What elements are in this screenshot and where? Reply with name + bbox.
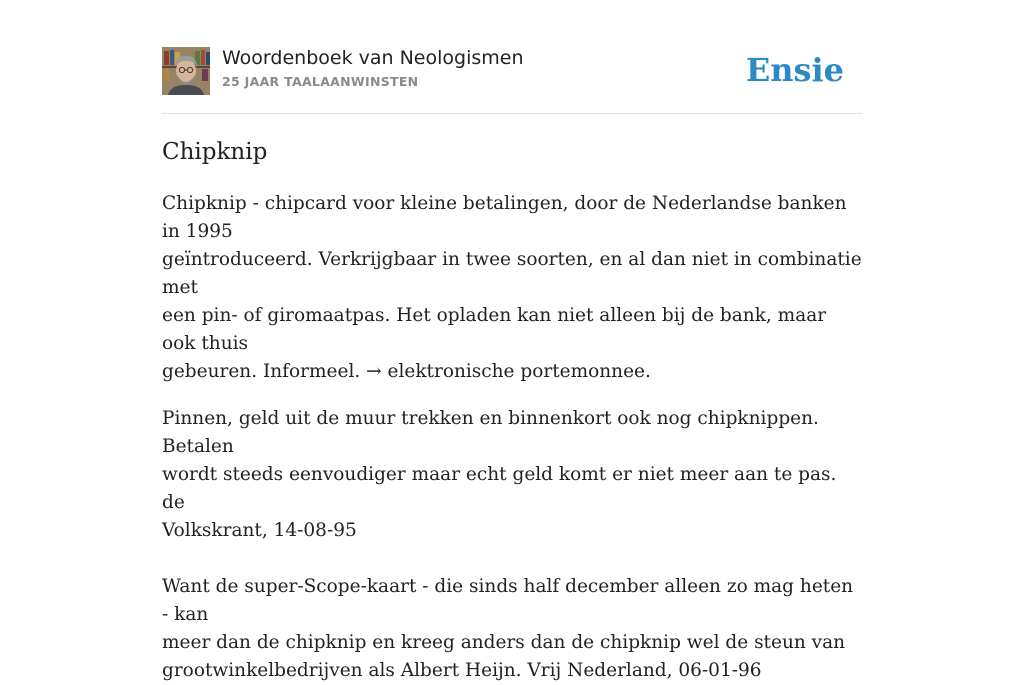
header-divider xyxy=(162,113,862,114)
brand-logo[interactable]: Ensie xyxy=(745,51,844,89)
site-header xyxy=(162,46,862,96)
author-portrait-icon xyxy=(162,47,210,95)
site-title[interactable]: Woordenboek van Neologismen xyxy=(222,47,524,69)
entry-article xyxy=(162,136,862,685)
entry-quote: Want de super-Scope-kaart - die sinds half december alleen zo mag heten - kan meer dan de chipknip en kreeg anders dan de chipknip wel de steun van grootwinkelbedrijven als Albert Heijn. Vrij Nederland, 06-01-96 xyxy=(162,576,854,681)
entry-quote: Pinnen, geld uit de muur trekken en binnenkort ook nog chipknippen. Betalen wordt steeds eenvoudiger maar echt geld komt er niet meer aan te pas. de Volkskrant, 14-08-95 xyxy=(162,408,837,541)
avatar[interactable] xyxy=(162,47,210,95)
entry-title: Chipknip xyxy=(162,139,268,165)
entry-definition: Chipknip - chipcard voor kleine betalingen, door de Nederlandse banken in 1995 geïntroduceerd. Verkrijgbaar in twee soorten, en al dan niet in combinatie met een pin- of giromaatpas. Het opladen kan niet alleen bij de bank, maar ook thuis gebeuren. Informeel. → elektronische portemonnee. xyxy=(162,193,862,382)
site-subtitle: 25 JAAR TAALAANWINSTEN xyxy=(222,74,419,89)
